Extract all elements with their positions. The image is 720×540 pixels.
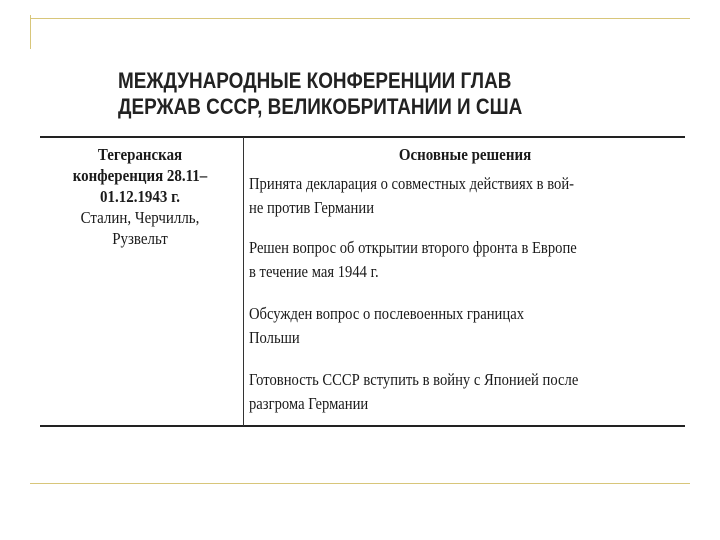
decision-item xyxy=(249,302,627,350)
decorative-top-rule xyxy=(30,18,690,19)
table-top-rule xyxy=(40,136,685,138)
table-column-divider xyxy=(243,137,244,426)
conference-name-line: 01.12.1943 г. xyxy=(100,187,180,206)
decision-line: разгрома Германии xyxy=(249,394,369,413)
participants-line: Сталин, Черчилль, xyxy=(80,208,200,227)
conference-name xyxy=(52,144,228,207)
decision-line: Обсужден вопрос о послевоенных границах xyxy=(249,304,525,323)
decision-line: Польши xyxy=(249,328,300,347)
decision-line: Принята декларация о совместных действиях в вой- xyxy=(249,174,575,193)
decision-item xyxy=(249,236,627,284)
conference-participants xyxy=(52,207,228,249)
decorative-corner-line-vertical xyxy=(30,15,31,49)
conference-name-line: Тегеранская xyxy=(97,145,183,164)
slide-title-line-1: МЕЖДУНАРОДНЫЕ КОНФЕРЕНЦИИ ГЛАВ xyxy=(118,68,512,93)
decision-line: не против Германии xyxy=(249,198,375,217)
participants-line: Рузвельт xyxy=(112,229,168,248)
slide-title-line-2: ДЕРЖАВ СССР, ВЕЛИКОБРИТАНИИ И США xyxy=(118,94,523,119)
slide-title xyxy=(118,68,582,120)
conference-name-line: конференция 28.11– xyxy=(72,166,208,185)
decision-item xyxy=(249,368,627,416)
decision-line: Решен вопрос об открытии второго фронта в Европе xyxy=(249,238,577,257)
decisions-column-header: Основные решения xyxy=(398,145,532,164)
table-bottom-rule xyxy=(40,425,685,427)
decorative-bottom-rule xyxy=(30,483,690,484)
conference-cell xyxy=(52,144,228,249)
decision-line: Готовность СССР вступить в войну с Японией после xyxy=(249,370,579,389)
decision-line: в течение мая 1944 г. xyxy=(249,262,379,281)
decision-item xyxy=(249,172,627,220)
